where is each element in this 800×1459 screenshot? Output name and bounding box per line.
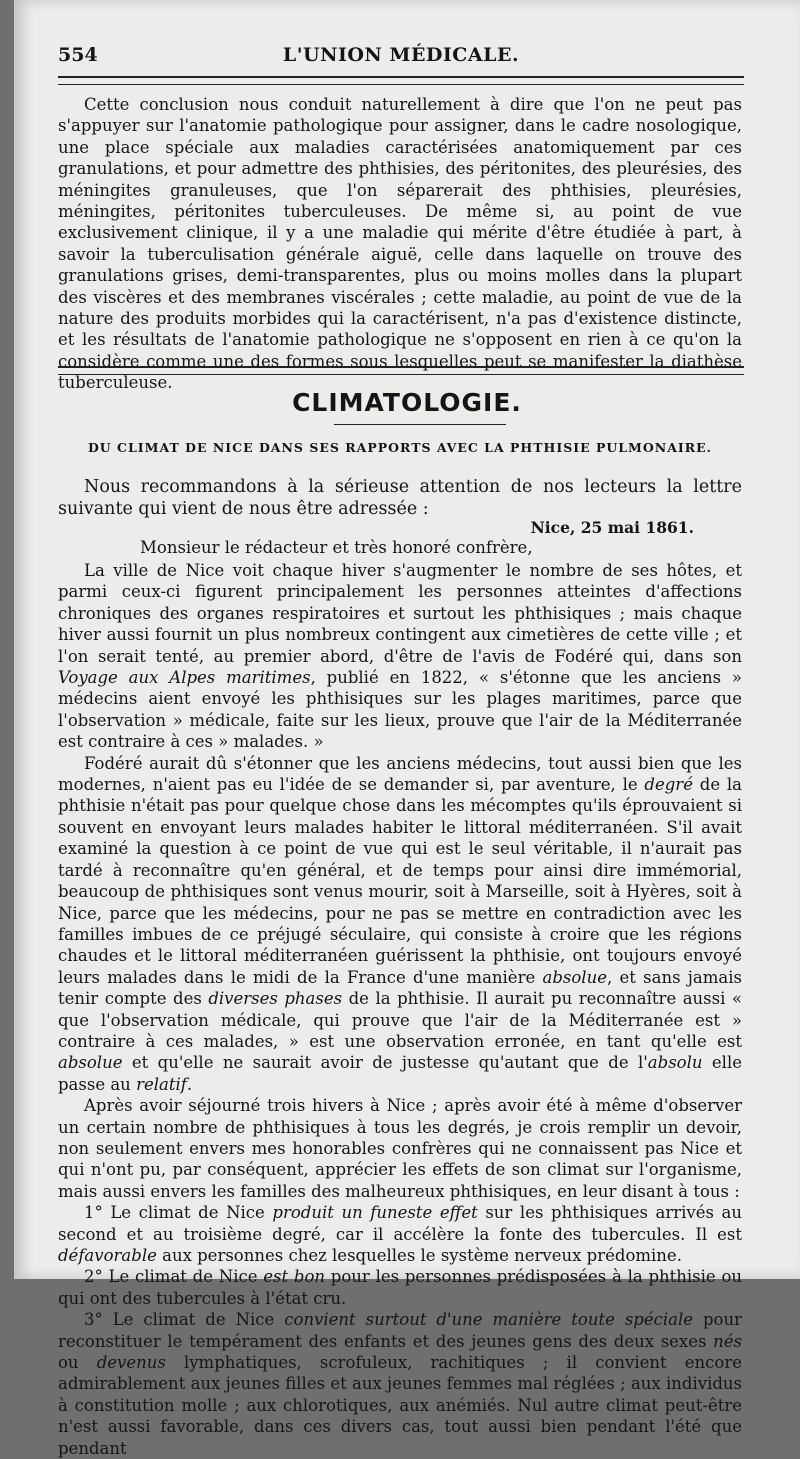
text-run: de la phthisie. Il aurait pu reconnaître aussi « que l'observation médicale, qui prouve que l'air de la Méditerranée est » contraire à ces malades, » est une observation erronée, en tant qu'elle est bbox=[58, 989, 743, 1051]
paragraph: Cette conclusion nous conduit naturellement à dire que l'on ne peut pas s'appuyer sur l'anatomie pathologique pour assigner, dans le cadre nosologique, une place spéciale aux maladies caractérisées anatomiquement par ces granulations, et pour admettre des phthisies, des péritonites, des pleurésies, des méningites granuleuses, que l'on séparerait des phthisies, pleurésies, méningites, péritonites tuberculeuses. De même si, au point de vue exclusivement clinique, il y a une maladie qui mérite d'être étudiée à part, à savoir la tuberculisation générale aiguë, celle dans laquelle on trouve des granulations grises, demi-transparentes, plus ou moins molles dans la plupart des viscères et des membranes viscérales ; cette maladie, au point de vue de la nature des produits morbides qui la caractérisent, n'a pas d'existence distincte, et les résultats de l'anatomie pathologique ne s'opposent en rien à ce qu'on la considère comme une des formes sous lesquelles peut se manifester la diathèse tuberculeuse. bbox=[58, 95, 742, 393]
section-separator-rule bbox=[58, 366, 744, 375]
emphasis: absolue bbox=[58, 1053, 123, 1073]
emphasis: nés bbox=[713, 1331, 742, 1351]
text-run: . bbox=[186, 1074, 193, 1094]
text-run: ou bbox=[58, 1353, 97, 1373]
text-run: 2° Le climat de Nice bbox=[84, 1267, 264, 1287]
page-header bbox=[58, 44, 744, 72]
emphasis: convient surtout d'une manière toute spéciale bbox=[284, 1310, 694, 1330]
text-run: La ville de Nice voit chaque hiver s'augmenter le nombre de ses hôtes, et parmi ceux-ci figurent principalement les personnes atteintes d'affections chroniques des organes respiratoires et surtout les phthisiques ; mais chaque hiver aussi fournit un plus nombreux contingent aux cimetières de cette ville ; et l'on serait tenté, au premier abord, d'être de l'avis de Fodéré qui, dans son bbox=[58, 561, 742, 666]
text-run: pour reconstituer le tempérament des enfants et des jeunes gens des deux sexes bbox=[58, 1310, 742, 1351]
letter-paragraph-2 bbox=[58, 753, 742, 1096]
emphasis: absolue bbox=[542, 967, 607, 987]
editor-intro bbox=[58, 476, 742, 520]
letter-dateline: Nice, 25 mai 1861. bbox=[530, 518, 694, 537]
text-run: Fodéré aurait dû s'étonner que les anciens médecins, tout aussi bien que les modernes, n'aient pas eu l'idée de se demander si, par aventure, le bbox=[58, 753, 742, 795]
page-number: 554 bbox=[58, 44, 98, 66]
title-underline bbox=[334, 424, 506, 425]
text-run: lymphatiques, scrofuleux, rachitiques ; il convient encore admirablement aux jeunes filles et aux jeunes femmes mal réglées ; aux individus à constitution molle ; aux chlorotiques, aux anémiés. Nul autre climat peut-être n'est aussi favorable, dans ces divers cas, tout aussi bien pendant l'été que pendant bbox=[58, 1353, 742, 1458]
emphasis: degré bbox=[644, 775, 693, 795]
section-title: CLIMATOLOGIE. bbox=[292, 388, 522, 417]
running-head: L'UNION MÉDICALE. bbox=[282, 44, 520, 66]
emphasis: est bon bbox=[263, 1267, 326, 1287]
header-rule bbox=[58, 76, 744, 85]
letter-paragraph-3: Après avoir séjourné trois hivers à Nice ; après avoir été à même d'observer un certain nombre de phthisiques à tous les degrés, je crois remplir un devoir, non seulement envers mes honorables confrères qui ne connaissent pas Nice et qui n'ont pu, par conséquent, apprécier les effets de son climat sur l'organisme, mais aussi envers les familles des malheureux phthisiques, en leur disant à tous : bbox=[58, 1096, 742, 1201]
text-run: 3° Le climat de Nice bbox=[84, 1310, 285, 1330]
text-run: , et sans jamais tenir compte des bbox=[58, 967, 742, 1009]
text-run: sur les phthisiques arrivés au second et au troisième degré, car il accélère la fonte des tubercules. Il est bbox=[58, 1203, 742, 1244]
emphasis: devenus bbox=[96, 1353, 166, 1373]
intro-paragraph: Nous recommandons à la sérieuse attention de nos lecteurs la lettre suivante qui vient de nous être adressée : bbox=[58, 477, 742, 519]
emphasis: relatif bbox=[136, 1074, 187, 1094]
letter-point-1 bbox=[58, 1202, 742, 1266]
emphasis: produit un funeste effet bbox=[272, 1203, 478, 1223]
emphasis: absolu bbox=[647, 1053, 703, 1073]
previous-article-conclusion bbox=[58, 94, 742, 394]
text-run: et qu'elle ne saurait avoir de justesse qu'autant que de l' bbox=[122, 1053, 648, 1073]
section-subtitle: DU CLIMAT DE NICE DANS SES RAPPORTS AVEC LA PHTHISIE PULMONAIRE. bbox=[87, 440, 713, 455]
text-run: 1° Le climat de Nice bbox=[84, 1203, 273, 1223]
text-run: aux personnes chez lesquelles le système nerveux prédomine. bbox=[156, 1246, 682, 1265]
text-run: , publié en 1822, « s'étonne que les anciens » médecins aient envoyé les phthisiques sur les plages maritimes, parce que l'observation » médicale, faite sur les lieux, prouve que l'air de la Méditerranée est contraire à ces » malades. » bbox=[58, 668, 742, 752]
letter-point-3 bbox=[58, 1309, 742, 1459]
letter-paragraph-1 bbox=[58, 560, 742, 753]
text-run: elle passe au bbox=[58, 1053, 742, 1094]
letter-salutation: Monsieur le rédacteur et très honoré confrère, bbox=[140, 538, 533, 557]
emphasis: diverses phases bbox=[208, 989, 343, 1009]
text-run: pour les personnes prédisposées à la phthisie ou qui ont des tubercules à l'état cru. bbox=[58, 1267, 743, 1308]
letter-body bbox=[58, 560, 742, 1459]
book-title: Voyage aux Alpes maritimes bbox=[58, 668, 311, 688]
page bbox=[14, 0, 800, 1458]
text-run: de la phthisie n'était pas pour quelque chose dans les mécomptes qu'ils éprouvaient si souvent en envoyant leurs malades habiter le littoral méditerranéen. S'il avait examiné la question à ce point de vue qui est le seul véritable, il n'aurait pas tardé à reconnaître qu'en général, et de temps pour ainsi dire immémorial, beaucoup de phthisiques sont venus mourir, soit à Marseille, soit à Hyères, soit à Nice, parce que les médecins, pour ne pas se mettre en contradiction avec les familles imbues de ce préjugé séculaire, qui consiste à croire que les régions chaudes et le littoral méditerranéen guérissent la phthisie, ont toujours envoyé leurs malades dans le midi de la France d'une manière bbox=[58, 775, 743, 987]
emphasis: défavorable bbox=[58, 1246, 157, 1265]
letter-point-2 bbox=[58, 1266, 742, 1309]
